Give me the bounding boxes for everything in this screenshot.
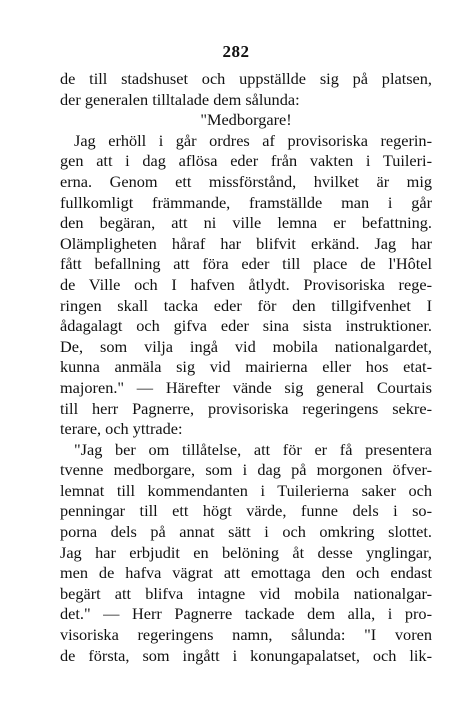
text-line: begärt att blifva intagne vid mobila nationalgar- <box>60 583 432 603</box>
text-line: visoriska regeringens namn, sålunda: "I voren <box>60 625 432 645</box>
text-line: gen att i dag aflösa eder från vakten i Tuileri- <box>60 151 432 171</box>
text-line: tvenne medborgare, som i dag på morgonen öfver- <box>60 460 432 480</box>
text-line: "Medborgare! <box>200 110 292 130</box>
text-line: de till stadshuset och uppställde sig på platsen, <box>60 69 432 88</box>
text-line: men de hafva vägrat att emottaga den och endast <box>60 563 432 583</box>
text-line: lemnat till kommendanten i Tuilerierna saker och <box>60 480 432 500</box>
text-line: erna. Genom ett missförstånd, hvilket är mig <box>60 171 432 191</box>
text-line: den begäran, att ni ville lemna er befattning. <box>60 213 432 233</box>
text-line: till herr Pagnerre, provisoriska regeringens sekre- <box>60 398 432 418</box>
text-line: Olämpligheten håraf har blifvit erkänd. Jag har <box>60 233 432 253</box>
text-line: ådagalagt och gifva eder sina sista instruktioner. <box>60 316 432 336</box>
text-line: "Jag ber om tillåtelse, att för er få presentera <box>74 439 432 459</box>
text-line: de första, som ingått i konungapalatset, och lik- <box>60 645 432 665</box>
text-line: der generalen tilltalade dem sålunda: <box>60 89 300 109</box>
text-line: porna dels på annat sätt i och omkring slottet. <box>60 522 432 542</box>
text-line: ringen skall tacka eder för den tillgifvenhet I <box>60 295 432 315</box>
text-line: Jag erhöll i går ordres af provisoriska regerin- <box>74 130 432 150</box>
text-line: De, som vilja ingå vid mobila nationalgardet, <box>60 336 432 356</box>
text-line: Jag har erbjudit en belöning åt desse ynglingar, <box>60 542 432 562</box>
body-text <box>60 69 432 666</box>
text-line: terare, och yttrade: <box>60 419 183 439</box>
text-line: penningar till ett högt värde, funne dels i so- <box>60 501 432 521</box>
page-number: 282 <box>222 42 250 61</box>
text-line: det." — Herr Pagnerre tackade dem alla, i pro- <box>60 604 432 624</box>
text-line: de Ville och I hafven åtlydt. Provisoriska rege- <box>60 274 432 294</box>
text-line: majoren." — Härefter vände sig general Courtais <box>60 377 432 397</box>
text-line: fått befallning att föra eder till place de l'Hôtel <box>60 254 432 274</box>
text-line: fullkomligt främmande, framställde man i går <box>60 192 432 212</box>
text-line: kunna anmäla sig vid mairierna eller hos etat- <box>60 357 432 377</box>
